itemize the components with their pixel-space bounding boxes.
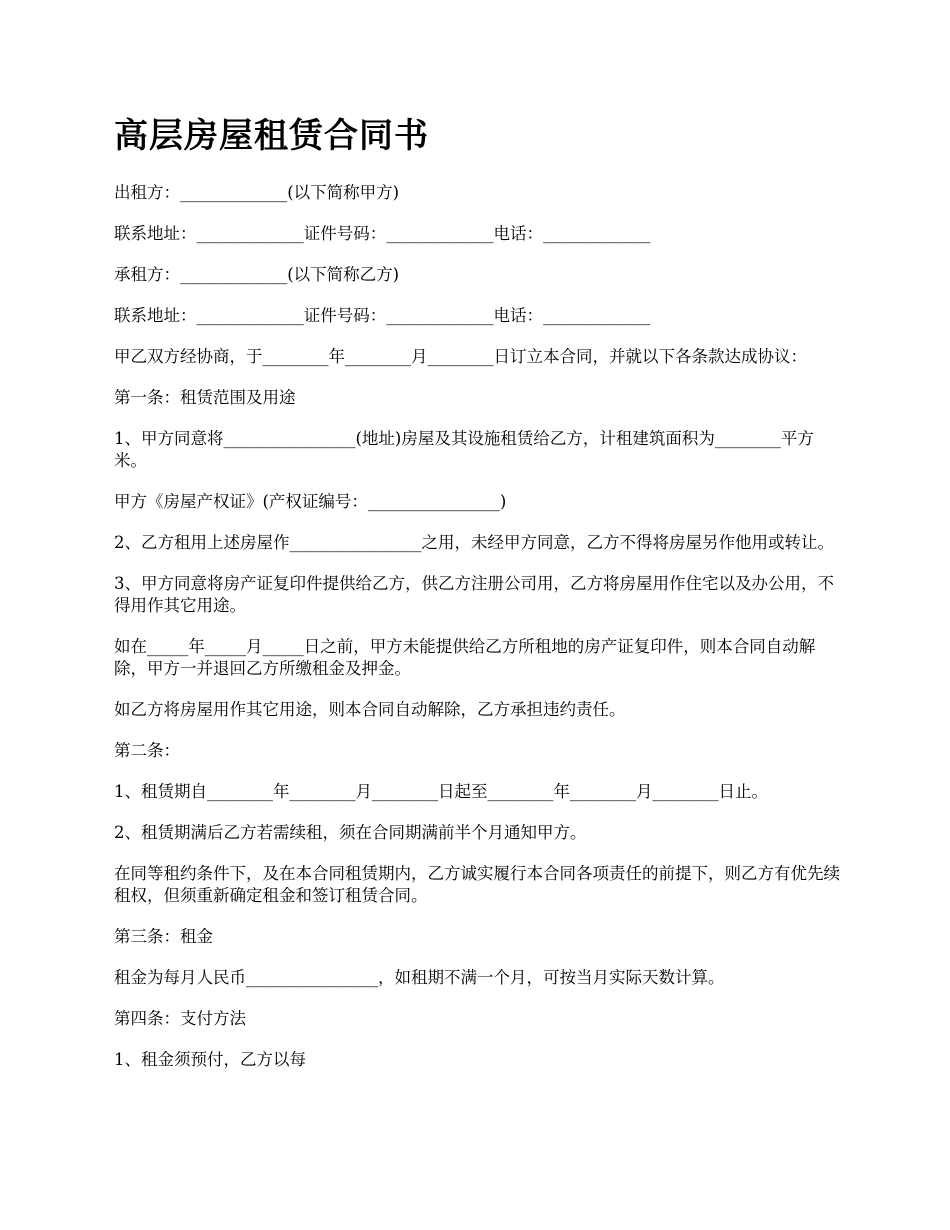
article-4-clause-1: 1、租金须预付，乙方以每 — [114, 1050, 306, 1069]
lessee-line: 承租方：_____________(以下简称乙方) — [114, 265, 400, 284]
article-2-clause-2: 2、租赁期满后乙方若需续租，须在合同期满前半个月通知甲方。 — [114, 823, 587, 842]
misuse-clause: 如乙方将房屋用作其它用途，则本合同自动解除，乙方承担违约责任。 — [114, 700, 626, 719]
document-title: 高层房屋租赁合同书 — [114, 116, 429, 156]
article-4-heading: 第四条：支付方法 — [114, 1009, 246, 1028]
article-3-heading: 第三条：租金 — [114, 927, 213, 946]
document-page — [114, 112, 844, 1090]
lessor-contact-line: 联系地址：_____________证件号码：_____________电话：_____________ — [114, 224, 651, 243]
article-1-clause-2: 2、乙方租用上述房屋作________________之用，未经甲方同意，乙方不得将房屋另作他用或转让。 — [114, 533, 834, 552]
article-1-clause-1: 1、甲方同意将________________(地址)房屋及其设施租赁给乙方，计租建筑面积为________平方米。 — [114, 429, 814, 470]
rent-amount-clause: 租金为每月人民币________________，如租期不满一个月，可按当月实际天数计算。 — [114, 968, 725, 987]
agreement-intro: 甲乙双方经协商，于________年________月________日订立本合同，并就以下各条款达成协议： — [114, 347, 807, 366]
article-1-heading: 第一条：租赁范围及用途 — [114, 388, 296, 407]
renewal-priority-clause: 在同等租约条件下，及在本合同租赁期内，乙方诚实履行本合同各项责任的前提下，则乙方有优先续租权，但须重新确定租金和签订租赁合同。 — [114, 864, 840, 905]
lessor-line: 出租方：_____________(以下简称甲方) — [114, 183, 400, 202]
lessee-contact-line: 联系地址：_____________证件号码：_____________电话：_____________ — [114, 306, 651, 325]
article-2-heading: 第二条： — [114, 741, 180, 760]
article-2-clause-1: 1、租赁期自________年________月________日起至________年________月________日止。 — [114, 782, 768, 801]
article-1-clause-3: 3、甲方同意将房产证复印件提供给乙方，供乙方注册公司用，乙方将房屋用作住宅以及办公用，不得用作其它用途。 — [114, 574, 834, 615]
property-certificate-line: 甲方《房屋产权证》(产权证编号：________________) — [114, 492, 507, 511]
certificate-deadline-clause: 如在_____年_____月_____日之前，甲方未能提供给乙方所租地的房产证复印件，则本合同自动解除，甲方一并退回乙方所缴租金及押金。 — [114, 637, 816, 678]
